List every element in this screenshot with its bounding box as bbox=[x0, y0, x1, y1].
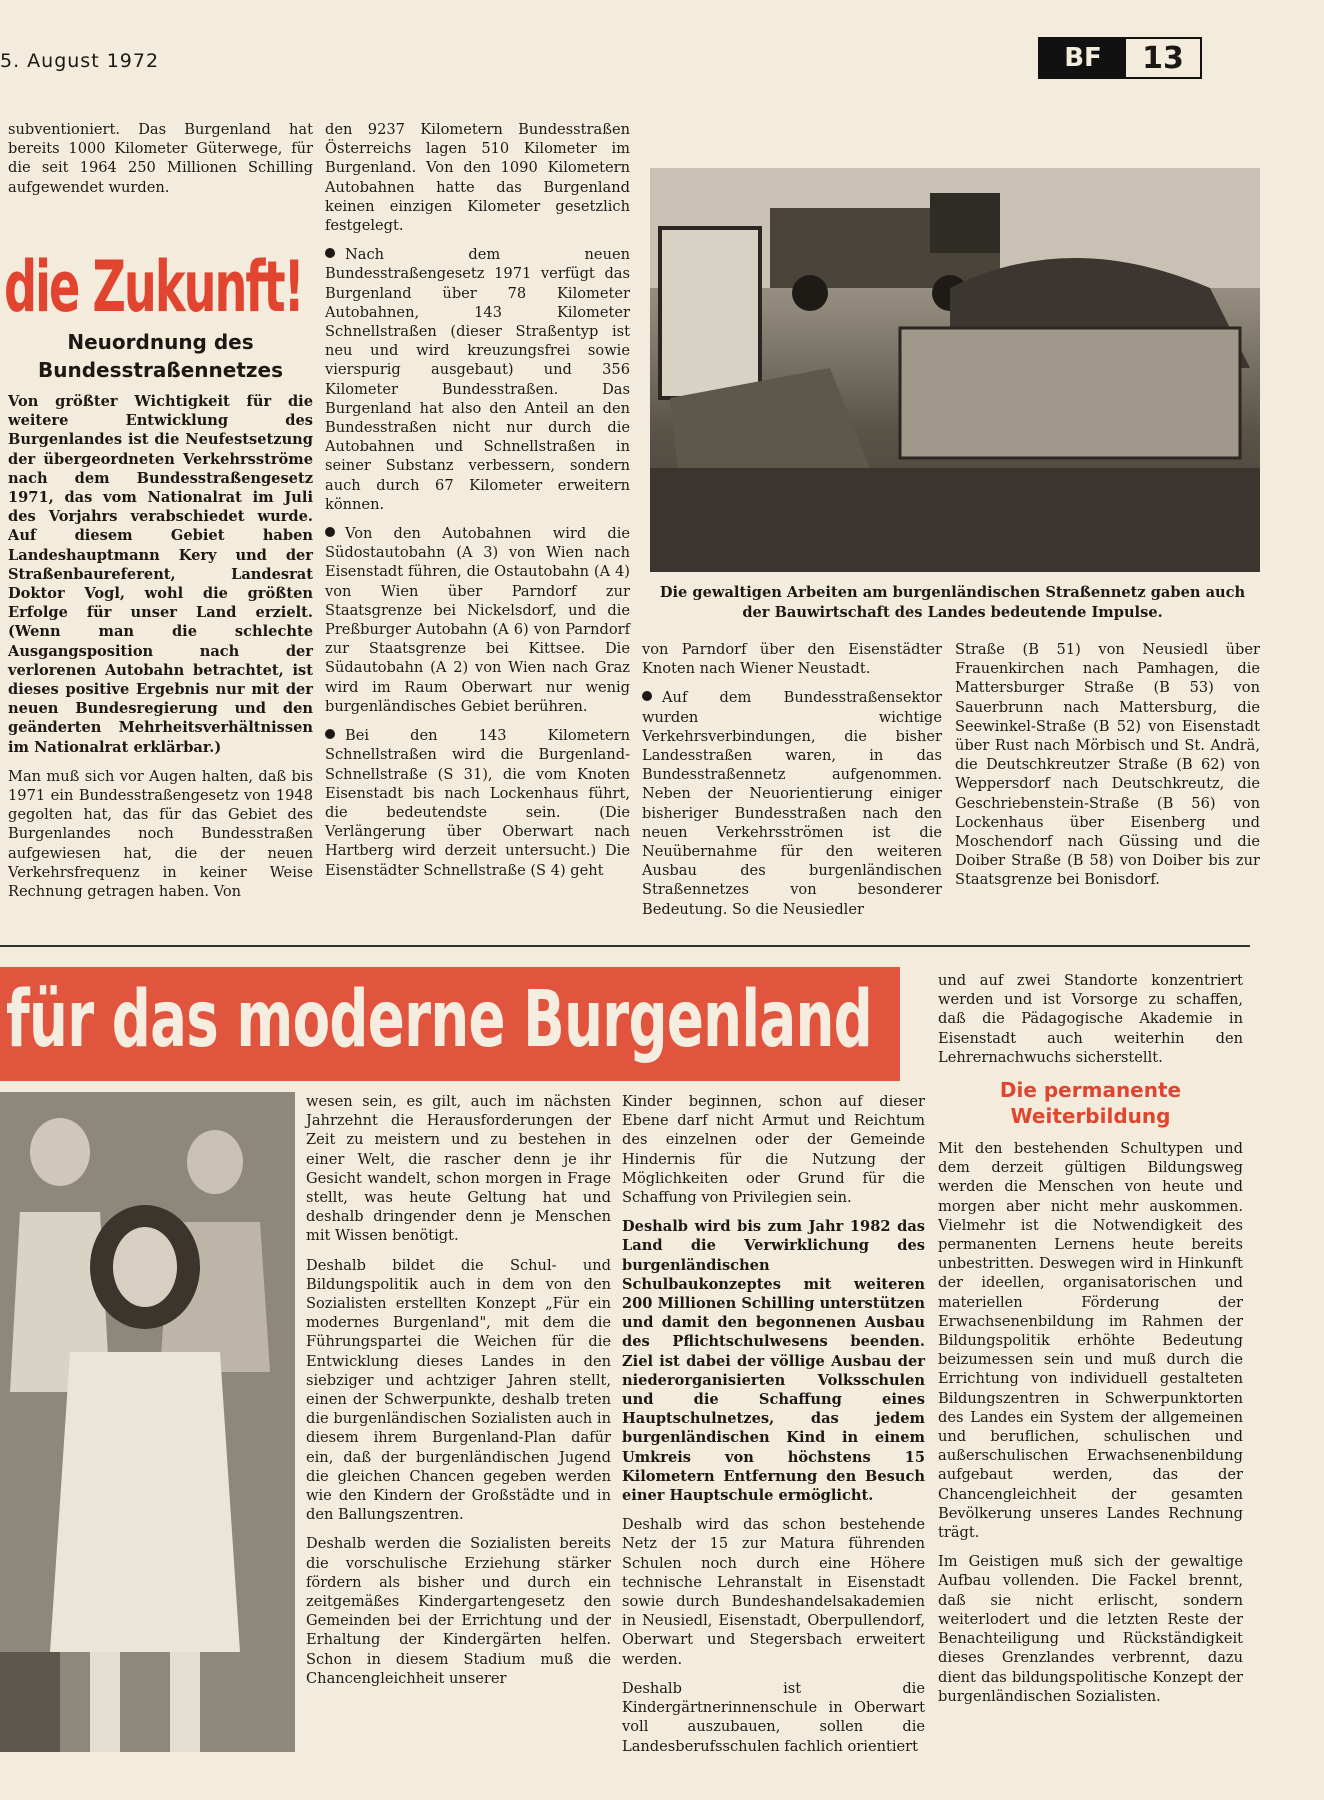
bottom-col3-p3: Im Geistigen muß sich der gewaltige Aufbau vollenden. Die Fackel brennt, daß sie nicht erlischt, sondern weiterlodert und die letzten Reste der Benachteiligung und Rückständigkeit dieses Grenzlandes verbrennt, dazu dient das bildungspolitische Konzept der burgenländischen Sozialisten. bbox=[938, 1553, 1243, 1705]
top-col4-p1: Straße (B 51) von Neusiedl über Frauenkirchen nach Pamhagen, die Mattersburger Straße (B 53) von Sauerbrunn nach Mattersburg, die Seewinkel-Straße (B 52) von Eisenstadt über Rust nach Mörbisch und St. Andrä, die Deutschkreutzer Straße (B 62) von Weppersdorf nach Deutschkreutz, die Geschriebenstein-Straße (B 56) von Lockenhaus über Eisenberg und Moschendorf nach Güssing und die Doiber Straße (B 58) von Doiber bis zur Staatsgrenze bei Bonisdorf. bbox=[955, 641, 1260, 889]
bf-logo: BF bbox=[1040, 39, 1126, 77]
top-col3 bbox=[642, 640, 942, 919]
bottom-col1-p2: Deshalb bildet die Schul- und Bildungspolitik auch in dem von den Sozialisten erstellten Konzept „Für ein modernes Burgenland", mit dem die Führungspartei die Weichen für die Entwicklung dieses Landes in den siebziger und achtziger Jahren stellt, einen der Schwerpunkte, deshalb treten die burgenländischen Sozialisten auch in diesem ihrem Burgenland-Plan dafür ein, daß der burgenländischen Jugend die gleichen Chancen gegeben werden wie den Kindern der Großstädte und in den Ballungszentren. bbox=[306, 1256, 611, 1524]
top-col3-p2: Auf dem Bundesstraßensektor wurden wichtige Verkehrsverbindungen, die bisher Landesstraßen waren, in das Bundesstraßennetz aufgenommen. Neben der Neuorientierung einiger bisheriger Bundesstraßen nach den neuen Verkehrsströmen ist die Neuübernahme für den weiteren Ausbau des burgenländischen Straßennetzes von besonderer Bedeutung. So die Neusiedler bbox=[642, 689, 942, 918]
top-headline: die Zukunft! bbox=[4, 246, 303, 328]
page-number: 13 bbox=[1142, 40, 1184, 76]
bottom-col2-p1: Kinder beginnen, schon auf dieser Ebene darf nicht Armut und Reichtum des einzelnen oder der Gemeinde Hindernis für die Nutzung der Möglichkeiten oder Grund für die Schaffung von Privilegien sein. bbox=[622, 1093, 925, 1207]
section-divider bbox=[0, 945, 1250, 947]
top-col2-p4: Bei den 143 Kilometern Schnellstraßen wird die Burgenland-Schnellstraße (S 31), die vom Knoten Eisenstadt bis nach Lockenhaus führt, die bedeutendste sein. (Die Verlängerung über Oberwart nach Hartberg wird derzeit untersucht.) Die Eisenstädter Schnellstraße (S 4) geht bbox=[325, 727, 630, 879]
top-subheadline: Neuordnung des Bundesstraßennetzes bbox=[38, 330, 283, 382]
bottom-col2-p3: Deshalb wird das schon bestehende Netz der 15 zur Matura führenden Schulen noch durch eine Höhere technische Lehranstalt in Eisenstadt sowie durch Bundeshandelsakademien in Neusiedl, Eisenstadt, Oberpullendorf, Oberwart und Stegersbach erweitert werden. bbox=[622, 1516, 925, 1668]
bottom-col3 bbox=[938, 971, 1243, 1706]
page-masthead bbox=[1038, 37, 1202, 79]
top-col1-intro: subventioniert. Das Burgenland hat bereits 1000 Kilometer Güterwege, für die seit 1964 250 Millionen Schilling aufgewendet wurden. bbox=[8, 121, 313, 196]
bottom-col2-p4: Deshalb ist die Kindergärtnerinnenschule in Oberwart voll auszubauen, sollen die Landesberufsschulen fachlich orientiert bbox=[622, 1679, 925, 1755]
top-col2 bbox=[325, 120, 630, 880]
issue-date: 5. August 1972 bbox=[0, 50, 160, 72]
photo-caption: Die gewaltigen Arbeiten am burgenländischen Straßennetz gaben auch der Bauwirtschaft des Landes bedeutende Impulse. bbox=[659, 584, 1246, 621]
bullet-icon bbox=[325, 729, 335, 739]
bottom-col2 bbox=[622, 1092, 925, 1756]
top-col1-bold: Von größter Wichtigkeit für die weitere Entwicklung des Burgenlandes ist die Neufestsetzung der übergeordneten Verkehrsströme nach dem Bundesstraßengesetz 1971, das vom Nationalrat im Juli des Vorjahrs verabschiedet wurde. Auf diesem Gebiet haben Landeshauptmann Kery und der Straßenbaureferent, Landesrat Doktor Vogl, wohl die größten Erfolge für unser Land erzielt. (Wenn man die schlechte Ausgangsposition nach der verlorenen Autobahn betrachtet, ist dieses positive Ergebnis nur mit der neuen Bundesregierung und den geänderten Mehrheitsverhältnissen im Nationalrat erklärbar.) bbox=[8, 393, 313, 756]
top-col1-end: Man muß sich vor Augen halten, daß bis 1971 ein Bundesstraßengesetz von 1948 gegolten hat, das für das Gebiet des Burgenlandes noch Bundesstraßen aufgewiesen hat, die der neuen Verkehrsfrequenz in keiner Weise Rechnung getragen haben. Von bbox=[8, 767, 313, 901]
bottom-col1-p3: Deshalb werden die Sozialisten bereits die vorschulische Erziehung stärker fördern als bisher und durch ein zeitgemäßes Kindergartengesetz den Gemeinden bei der Errichtung und der Erhaltung der Kindergärten helfen. Schon in diesem Stadium muß die Chancengleichheit unserer bbox=[306, 1535, 611, 1687]
bullet-icon bbox=[642, 691, 652, 701]
banner-headline: für das moderne Burgenland bbox=[6, 975, 873, 1065]
bottom-col2-bold: Deshalb wird bis zum Jahr 1982 das Land die Verwirklichung des burgenländischen Schulbaukonzeptes mit weiteren 200 Millionen Schilling unterstützen und damit den begonnenen Ausbau des Pflichtschulwesens beenden. Ziel ist dabei der völlige Ausbau der niederorganisierten Volksschulen und die Schaffung eines Hauptschulnetzes, das jedem burgenländischen Kind in einem Umkreis von höchstens 15 Kilometern Entfernung den Besuch einer Hauptschule ermöglicht. bbox=[622, 1218, 925, 1505]
top-col3-p1: von Parndorf über den Eisenstädter Knoten nach Wiener Neustadt. bbox=[642, 641, 942, 678]
top-col1 bbox=[8, 120, 313, 207]
top-col2-p2: Nach dem neuen Bundesstraßengesetz 1971 verfügt das Burgenland über 78 Kilometer Autobahnen, 143 Kilometer Schnellstraßen (dieser Straßentyp ist neu und wird kreuzungsfrei sowie vierspurig ausgebaut) und 356 Kilometer Bundesstraßen. Das Burgenland hat also den Anteil an den Bundesstraßen nicht nur durch die Autobahnen und Schnellstraßen in seiner Substanz verbessern, sondern auch durch 67 Kilometer erweitern können. bbox=[325, 246, 630, 513]
bullet-icon bbox=[325, 527, 335, 537]
top-col2-p3: Von den Autobahnen wird die Südostautobahn (A 3) von Wien nach Eisenstadt führen, die Ostautobahn (A 4) von Wien über Parndorf zur Staatsgrenze bei Nickelsdorf, und die Preßburger Autobahn (A 6) von Parndorf zur Staatsgrenze bei Kittsee. Die Südautobahn (A 2) von Wien nach Graz wird im Raum Oberwart nur wenig burgenländisches Gebiet berühren. bbox=[325, 525, 630, 715]
top-col4 bbox=[955, 640, 1260, 890]
bottom-col3-subheadline: Die permanente Weiterbildung bbox=[999, 1078, 1182, 1129]
bottom-col3-p1: und auf zwei Standorte konzentriert werden und ist Vorsorge zu schaffen, daß die Pädagogische Akademie in Eisenstadt auch weiterhin den Lehrernachwuchs sicherstellt. bbox=[938, 972, 1243, 1066]
construction-photo-illustration bbox=[650, 168, 1260, 572]
bottom-col1 bbox=[306, 1092, 611, 1688]
children-photo bbox=[0, 1092, 295, 1752]
construction-photo bbox=[650, 168, 1260, 572]
children-photo-illustration bbox=[0, 1092, 295, 1752]
bottom-col3-p2: Mit den bestehenden Schultypen und dem derzeit gültigen Bildungsweg werden die Menschen von heute und morgen aber nicht mehr auskommen. Vielmehr ist die Notwendigkeit des permanenten Lernens heute bereits unbestritten. Deswegen wird in Hinkunft der ideellen, organisatorischen und materiellen Förderung der Erwachsenenbildung im Rahmen der Bildungspolitik erhöhte Bedeutung beizumessen sein und muß durch die Errichtung von individuell gestalteten Bildungszentren in Schwerpunktorten des Landes ein System der allgemeinen und beruflichen, schulischen und außerschulischen Erwachsenenbildung aufgebaut werden, das der Chancengleichheit der gesamten Bevölkerung unseres Landes Rechnung trägt. bbox=[938, 1140, 1243, 1542]
bullet-icon bbox=[325, 248, 335, 258]
bottom-col1-p1: wesen sein, es gilt, auch im nächsten Jahrzehnt die Herausforderungen der Zeit zu meistern und zu bestehen in einer Welt, die rascher denn je ihr Gesicht wandelt, schon morgen in Frage stellt, was heute Geltung hat und deshalb dringender denn je Menschen mit Wissen benötigt. bbox=[306, 1093, 611, 1245]
top-col2-p1: den 9237 Kilometern Bundesstraßen Österreichs lagen 510 Kilometer im Burgenland. Von den 1090 Kilometern Autobahnen hatte das Burgenland keinen einzigen Kilometer gesetzlich festgelegt. bbox=[325, 121, 630, 235]
top-col1-body bbox=[8, 392, 313, 901]
